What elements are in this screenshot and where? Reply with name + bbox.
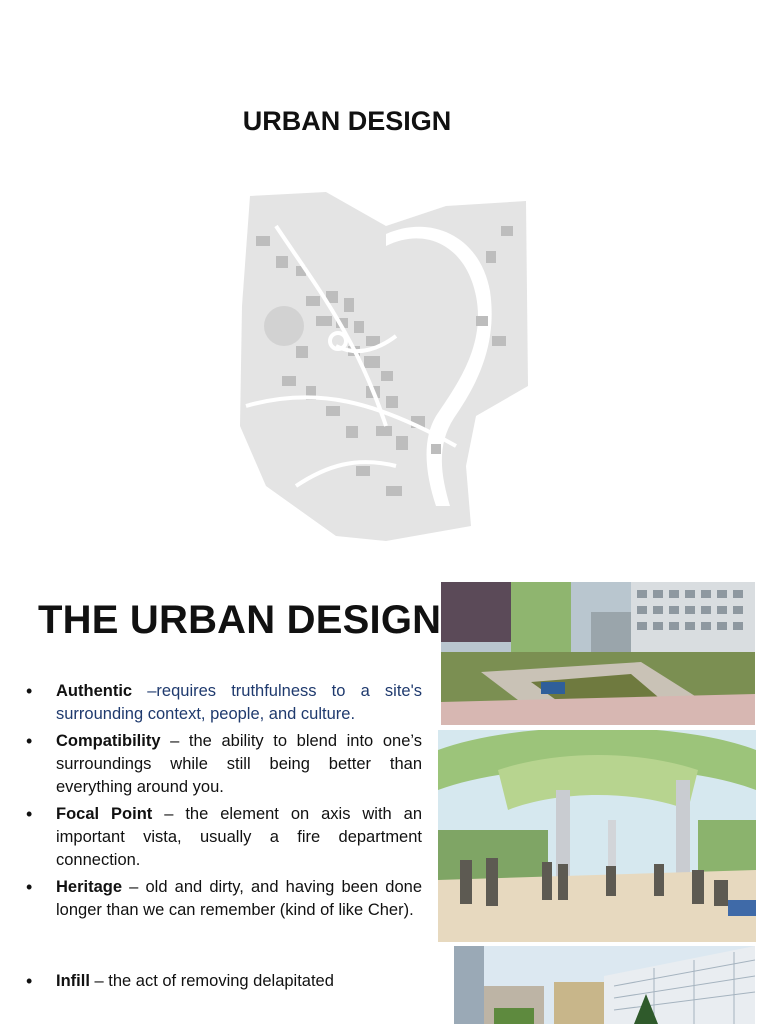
city-map-image [236, 186, 532, 548]
term-label: Infill [56, 972, 90, 990]
list-item-focal-point [26, 803, 422, 872]
glass-buildings-photo [454, 946, 755, 1024]
plaza-photo [441, 582, 755, 725]
definition-list [26, 680, 422, 997]
term-definition: – old and dirty, and having been done longer than we can remember (kind of like Cher). [56, 878, 422, 919]
term-definition: – the element on axis with an important vista, usually a fire department connection. [56, 805, 423, 869]
term-label: Compatibility [56, 732, 161, 750]
term-label: Focal Point [56, 805, 153, 823]
list-item-infill [26, 970, 422, 993]
term-definition: – the ability to blend into one’s surroundings while still being better than everything around you. [56, 732, 422, 796]
term-label: Authentic [56, 682, 133, 700]
term-definition: – the act of removing delapitated [89, 972, 334, 990]
section-heading: THE URBAN DESIGN [38, 598, 442, 642]
list-item-heritage [26, 876, 422, 922]
slide-title: URBAN DESIGN [242, 106, 452, 136]
pergola-walkway-photo [438, 730, 756, 942]
term-definition: –requires truthfulness to a site's surrounding context, people, and culture. [56, 682, 422, 723]
list-item-compatibility [26, 730, 422, 799]
list-item-authentic [26, 680, 422, 726]
term-label: Heritage [56, 878, 123, 896]
